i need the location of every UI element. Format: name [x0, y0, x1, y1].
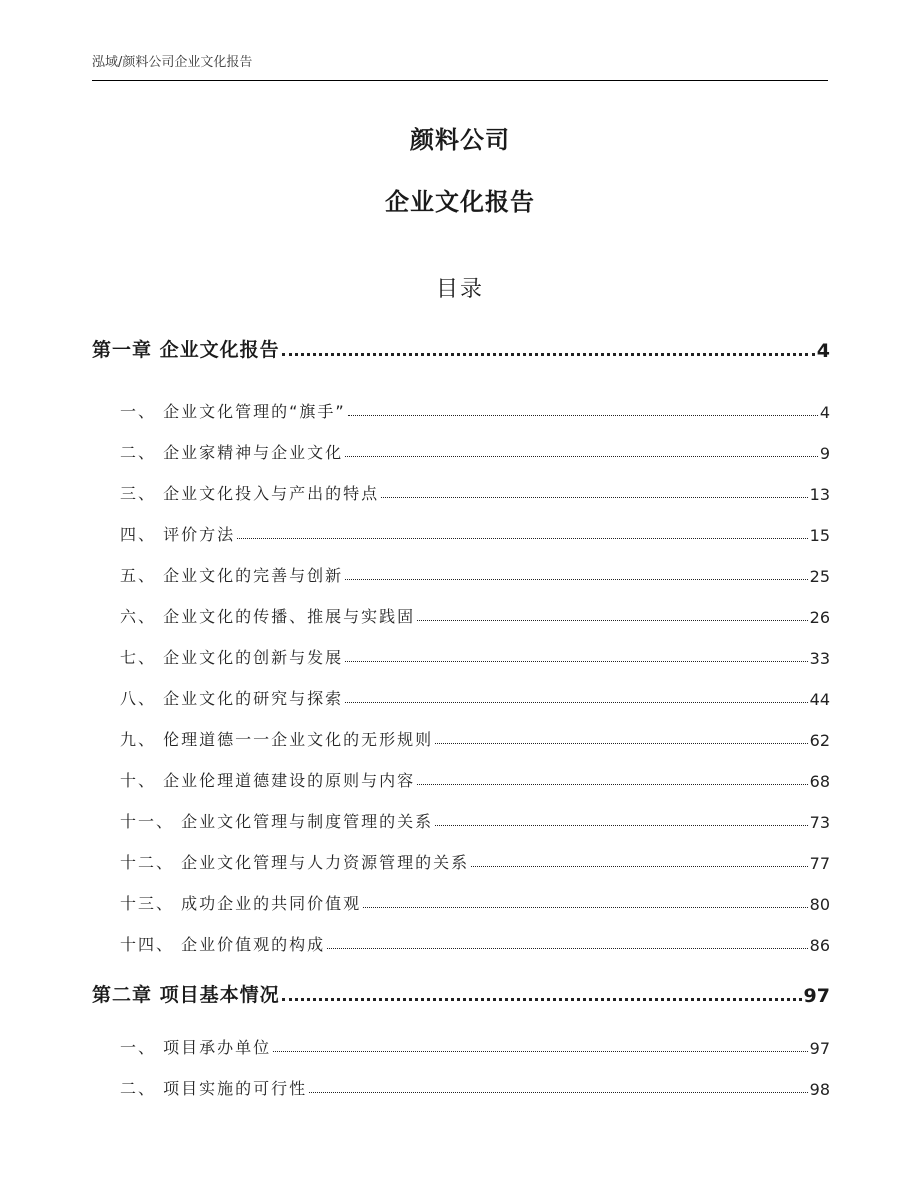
toc-entry[interactable]	[92, 683, 830, 709]
toc-page-number: 25	[809, 567, 830, 586]
toc-leader-dots	[345, 456, 818, 457]
toc-entry[interactable]	[92, 929, 830, 955]
toc-entry[interactable]	[92, 765, 830, 791]
toc-entry[interactable]	[92, 1032, 830, 1058]
toc-page-number: 62	[809, 731, 830, 750]
toc-entry[interactable]	[92, 519, 830, 545]
toc-entry-label: 二、 项目实施的可行性	[120, 1079, 308, 1098]
toc-page-number: 9	[819, 444, 830, 463]
toc-entry[interactable]	[92, 888, 830, 914]
toc-entry-label: 十二、 企业文化管理与人力资源管理的关系	[120, 853, 470, 872]
toc-leader-dots	[435, 825, 808, 826]
toc-entry-label: 六、 企业文化的传播、推展与实践固	[120, 607, 416, 626]
toc-entry[interactable]	[92, 601, 830, 627]
toc-page-number: 73	[809, 813, 830, 832]
toc-leader-dots	[348, 415, 818, 416]
toc-entry[interactable]	[92, 724, 830, 750]
toc-leader-dots	[273, 1051, 808, 1052]
toc-page-number: 13	[809, 485, 830, 504]
toc-entry[interactable]	[92, 642, 830, 668]
toc-page-number: 80	[809, 895, 830, 914]
toc-leader-dots	[282, 998, 802, 1001]
toc-page-number: 97	[809, 1039, 830, 1058]
toc-page-number: 97	[803, 985, 830, 1007]
toc-entry-label: 十三、 成功企业的共同价值观	[120, 894, 362, 913]
toc-leader-dots	[417, 620, 808, 621]
toc-leader-dots	[417, 784, 808, 785]
toc-entry-label: 五、 企业文化的完善与创新	[120, 566, 344, 585]
toc-leader-dots	[237, 538, 808, 539]
toc-chapter-label: 第二章 项目基本情况	[92, 984, 280, 1006]
toc-leader-dots	[345, 661, 808, 662]
toc-page-number: 86	[809, 936, 830, 955]
toc-chapter-2[interactable]	[92, 981, 830, 1007]
toc-entry[interactable]	[92, 478, 830, 504]
toc-entry[interactable]	[92, 396, 830, 422]
toc-chapter-label: 第一章 企业文化报告	[92, 339, 280, 361]
toc-leader-dots	[309, 1092, 808, 1093]
toc-page-number: 98	[809, 1080, 830, 1099]
toc-page-number: 77	[809, 854, 830, 873]
toc-page-number: 15	[809, 526, 830, 545]
toc-entry-label: 四、 评价方法	[120, 525, 236, 544]
toc-entry-label: 一、 企业文化管理的“旗手”	[120, 402, 346, 421]
toc-entry-label: 十四、 企业价值观的构成	[120, 935, 326, 954]
toc-entry[interactable]	[92, 437, 830, 463]
toc-entry-label: 九、 伦理道德一一企业文化的无形规则	[120, 730, 434, 749]
toc-page-number: 44	[809, 690, 830, 709]
toc-leader-dots	[345, 702, 808, 703]
toc-entry[interactable]	[92, 560, 830, 586]
toc-entry[interactable]	[92, 1073, 830, 1099]
toc-entry-label: 七、 企业文化的创新与发展	[120, 648, 344, 667]
document-title-line2: 企业文化报告	[385, 188, 535, 216]
toc-entry-label: 八、 企业文化的研究与探索	[120, 689, 344, 708]
toc-heading: 目录	[435, 277, 484, 302]
toc-entry-label: 十一、 企业文化管理与制度管理的关系	[120, 812, 434, 831]
toc-leader-dots	[282, 353, 815, 356]
toc-leader-dots	[327, 948, 808, 949]
toc-entry[interactable]	[92, 806, 830, 832]
toc-page-number: 26	[809, 608, 830, 627]
document-title-line1: 颜料公司	[410, 126, 510, 154]
toc-page-number: 68	[809, 772, 830, 791]
toc-leader-dots	[345, 579, 808, 580]
toc-leader-dots	[381, 497, 808, 498]
toc-chapter-1[interactable]	[92, 336, 830, 362]
header-text: 泓域/颜料公司企业文化报告	[92, 55, 253, 70]
toc-entry-label: 一、 项目承办单位	[120, 1038, 272, 1057]
page-header	[92, 52, 828, 81]
toc-entry-label: 三、 企业文化投入与产出的特点	[120, 484, 380, 503]
toc-page-number: 4	[819, 403, 830, 422]
toc-leader-dots	[363, 907, 808, 908]
toc-page-number: 33	[809, 649, 830, 668]
toc-entry-label: 十、 企业伦理道德建设的原则与内容	[120, 771, 416, 790]
toc-leader-dots	[471, 866, 808, 867]
toc-leader-dots	[435, 743, 808, 744]
toc-page-number: 4	[816, 340, 830, 362]
toc-entry-label: 二、 企业家精神与企业文化	[120, 443, 344, 462]
toc-entry[interactable]	[92, 847, 830, 873]
